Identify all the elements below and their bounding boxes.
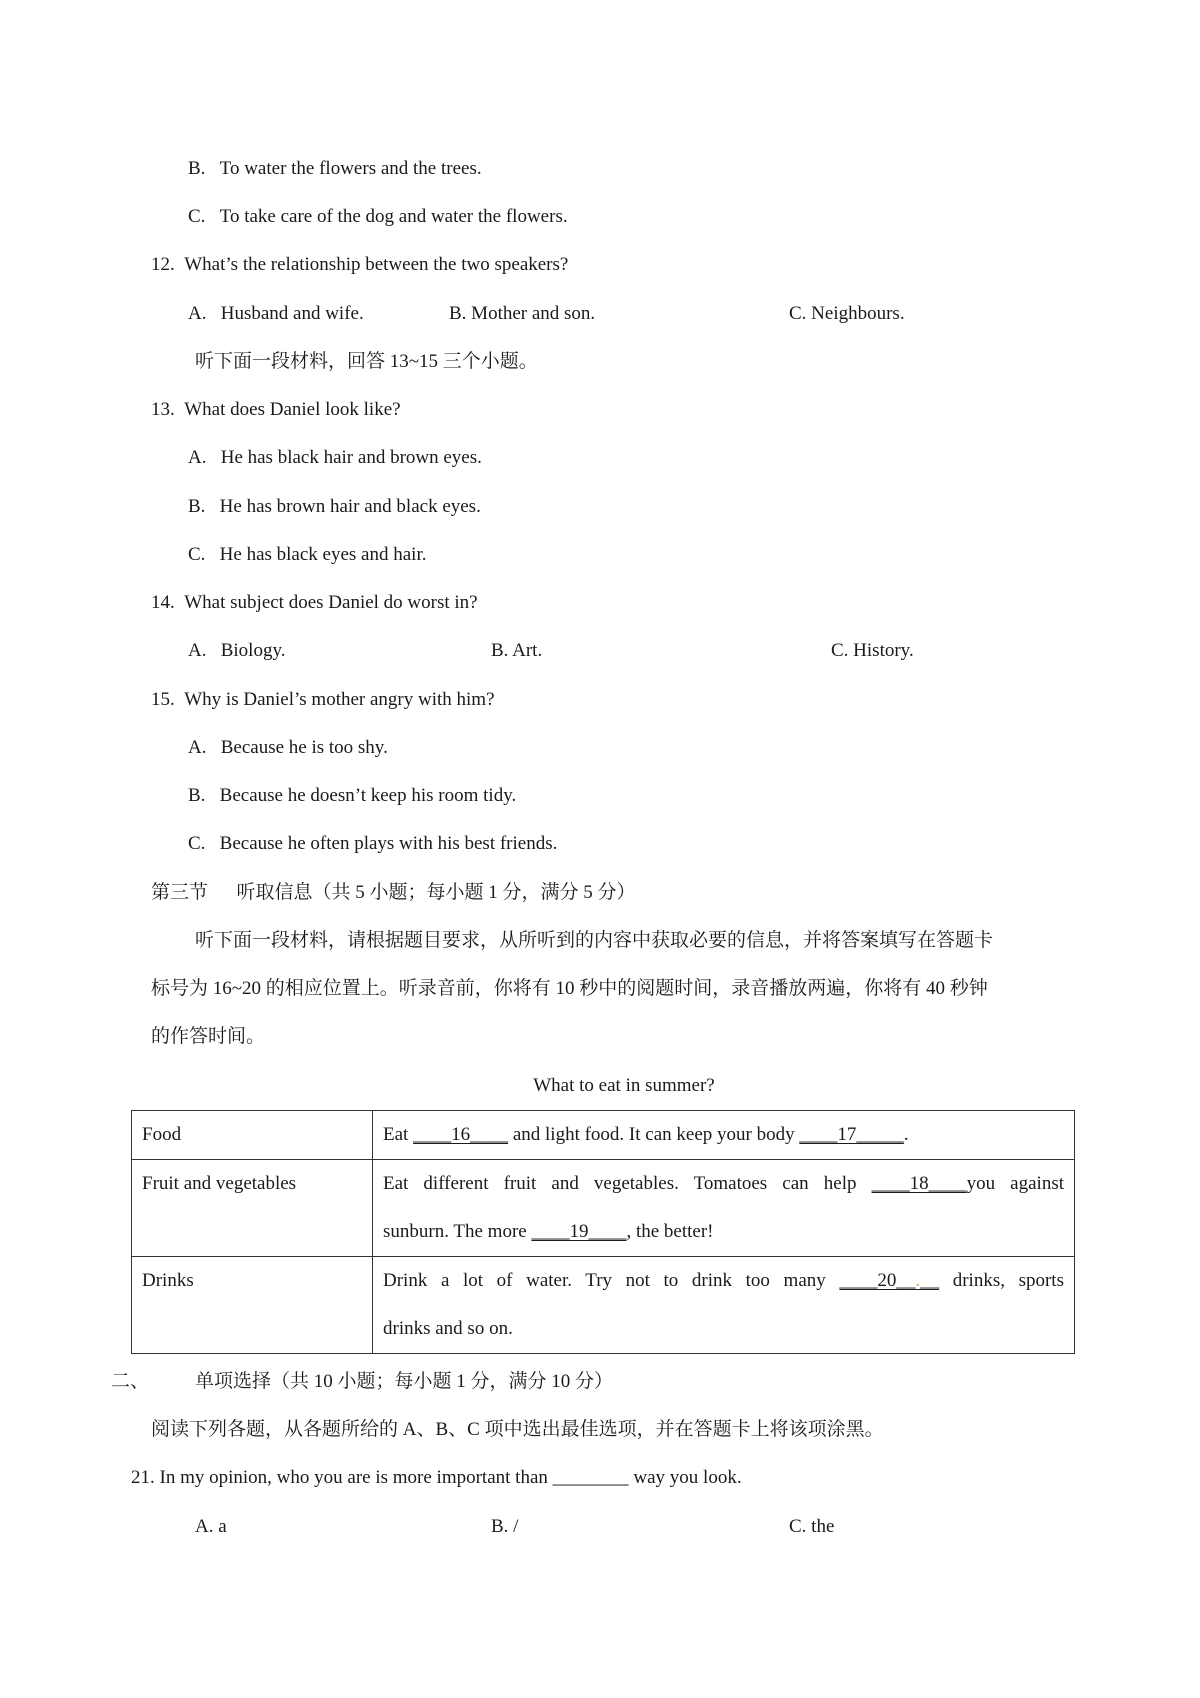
food-text-mid: and light food. It can keep your body — [508, 1124, 800, 1145]
fruit-line2-post: , the better! — [626, 1221, 714, 1242]
q13-question: 13. What does Daniel look like? — [151, 399, 401, 420]
section3-para-line3: 的作答时间。 — [151, 1026, 266, 1047]
section3-heading: 第三节 听取信息（共 5 小题；每小题 1 分，满分 5 分） — [151, 882, 636, 903]
fruit-line1-post: you against — [966, 1173, 1064, 1194]
q11-option-b: B. To water the flowers and the trees. — [188, 158, 482, 179]
fruit-line1-pre: Eat different fruit and vegetables. Tomatoes can help — [383, 1173, 872, 1194]
q14-option-a: A. Biology. — [188, 640, 286, 661]
q14-question: 14. What subject does Daniel do worst in? — [151, 592, 478, 613]
q13-option-c: C. He has black eyes and hair. — [188, 544, 427, 565]
row-content-food — [373, 1111, 1075, 1160]
q21-blank: ________ — [552, 1467, 629, 1488]
info-table — [131, 1110, 1075, 1354]
row-label-food: Food — [132, 1111, 373, 1160]
blank-20-end: __ — [920, 1270, 940, 1291]
q21-option-a: A. a — [195, 1516, 227, 1537]
blank-20 — [839, 1270, 939, 1291]
q14-option-b: B. Art. — [491, 640, 543, 661]
blank-19: ____19____ — [531, 1221, 627, 1242]
blank-16: ____16____ — [413, 1124, 509, 1145]
q15-option-b: B. Because he doesn’t keep his room tidy. — [188, 785, 517, 806]
table-row — [132, 1111, 1075, 1160]
q21-question-pre: 21. In my opinion, who you are is more important than — [131, 1467, 553, 1488]
q21-question-post: way you look. — [628, 1467, 742, 1488]
food-text-post: . — [903, 1124, 909, 1145]
row-content-fruit — [373, 1160, 1075, 1257]
q15-question: 15. Why is Daniel’s mother angry with him? — [151, 689, 495, 710]
row-content-drinks — [373, 1257, 1075, 1354]
q21-option-c: C. the — [789, 1516, 835, 1537]
part2-instruction: 阅读下列各题，从各题所给的 A、B、C 项中选出最佳选项，并在答题卡上将该项涂黑。 — [151, 1419, 884, 1440]
blank-20-start: ____20__ — [839, 1270, 916, 1291]
q13-option-a: A. He has black hair and brown eyes. — [188, 447, 482, 468]
table-row — [132, 1160, 1075, 1257]
q11-option-c: C. To take care of the dog and water the flowers. — [188, 206, 568, 227]
q21-option-b: B. / — [491, 1516, 519, 1537]
q12-option-a: A. Husband and wife. — [188, 303, 364, 324]
blank-18: ____18____ — [871, 1173, 967, 1194]
part2-heading: 单项选择（共 10 小题；每小题 1 分，满分 10 分） — [195, 1371, 614, 1392]
drinks-line1-post: drinks, sports — [939, 1270, 1064, 1291]
q13-option-b: B. He has brown hair and black eyes. — [188, 496, 481, 517]
q15-option-c: C. Because he often plays with his best friends. — [188, 833, 558, 854]
q12-question: 12. What’s the relationship between the two speakers? — [151, 254, 569, 275]
instruction-13-15: 听下面一段材料，回答 13~15 三个小题。 — [195, 351, 538, 372]
blank-17: ____17_____ — [799, 1124, 904, 1145]
food-text-pre: Eat — [383, 1124, 414, 1145]
q12-option-b: B. Mother and son. — [449, 303, 596, 324]
drinks-line1-pre: Drink a lot of water. Try not to drink too many — [383, 1270, 840, 1291]
q14-option-c: C. History. — [831, 640, 914, 661]
blank-20-dot: . — [915, 1270, 921, 1291]
drinks-line2: drinks and so on. — [383, 1318, 513, 1339]
row-label-fruit: Fruit and vegetables — [132, 1160, 373, 1257]
q15-option-a: A. Because he is too shy. — [188, 737, 388, 758]
section3-para-line2: 标号为 16~20 的相应位置上。听录音前，你将有 10 秒中的阅题时间，录音播放两遍，你将有 40 秒钟 — [151, 978, 988, 999]
table-row — [132, 1257, 1075, 1354]
row-label-drinks: Drinks — [132, 1257, 373, 1354]
table-title: What to eat in summer? — [533, 1075, 715, 1096]
part2-number: 二、 — [111, 1371, 150, 1392]
q12-option-c: C. Neighbours. — [789, 303, 905, 324]
fruit-line2-pre: sunburn. The more — [383, 1221, 532, 1242]
q21-question — [131, 1468, 742, 1487]
section3-para-line1: 听下面一段材料，请根据题目要求，从所听到的内容中获取必要的信息，并将答案填写在答题卡 — [195, 930, 994, 951]
